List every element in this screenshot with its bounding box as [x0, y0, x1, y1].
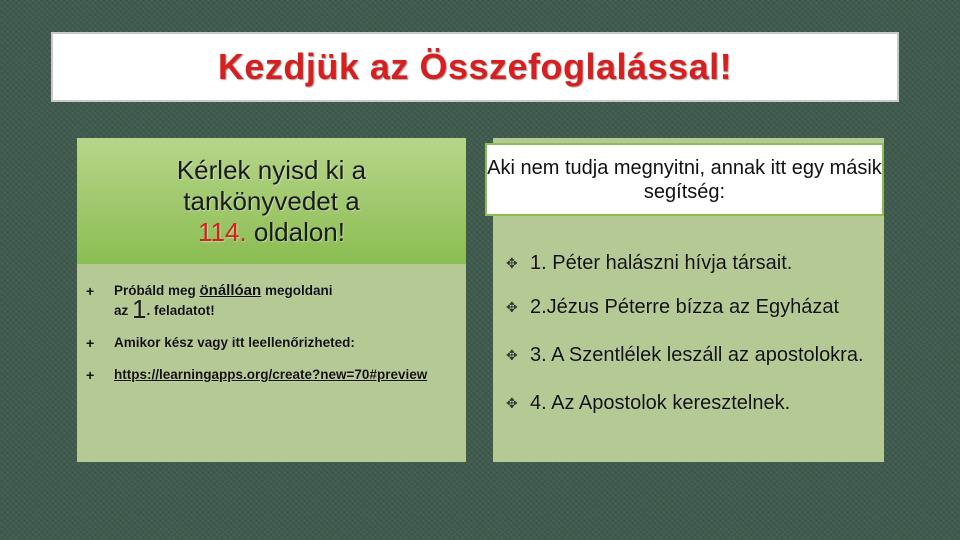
bullet1-prefix: Próbáld meg	[114, 283, 200, 298]
title-box	[51, 32, 899, 102]
list-item	[506, 342, 876, 368]
plus-bullet-icon: +	[86, 367, 95, 383]
bullet1-az: az	[114, 303, 133, 318]
cross-bullet-icon: ✥	[506, 255, 518, 271]
list-item	[506, 390, 876, 416]
left-header-line3-rest: oldalon!	[246, 216, 345, 247]
plus-bullet-icon: +	[86, 283, 95, 299]
left-header-line2: tankönyvedet a	[183, 185, 360, 216]
right-header	[485, 143, 884, 216]
right-header-text: Aki nem tudja megnyitni, annak itt egy másik segítség:	[487, 156, 882, 203]
bullet2-text: Amikor kész vagy itt leellenőrizheted:	[114, 335, 355, 350]
cross-bullet-icon: ✥	[506, 395, 518, 411]
right-item-2: 2.Jézus Péterre bízza az Egyházat	[530, 296, 840, 318]
left-header-line1: Kérlek nyisd ki a	[176, 154, 367, 185]
task-number: 1	[132, 294, 147, 324]
list-item	[86, 282, 458, 324]
list-item	[86, 334, 458, 352]
right-item-1: 1. Péter halászni hívja társait.	[530, 252, 793, 274]
plus-bullet-icon: +	[86, 335, 95, 351]
bullet1-underlined: önállóan	[199, 282, 262, 299]
left-header-text	[177, 155, 366, 248]
left-header	[77, 138, 466, 264]
list-item	[86, 366, 458, 384]
bullet1-suffix: megoldani	[261, 283, 333, 298]
right-item-3: 3. A Szentlélek leszáll az apostolokra.	[530, 344, 864, 366]
slide-title: Kezdjük az Összefoglalással!	[217, 46, 733, 87]
learningapps-link[interactable]: https://learningapps.org/create?new=70#preview	[114, 367, 428, 382]
right-item-4: 4. Az Apostolok keresztelnek.	[530, 392, 791, 414]
page-number: 114.	[198, 216, 247, 247]
cross-bullet-icon: ✥	[506, 299, 518, 315]
left-header-line3	[177, 217, 366, 248]
left-bullet-list	[86, 282, 458, 398]
cross-bullet-icon: ✥	[506, 347, 518, 363]
bullet1-end: . feladatot!	[146, 303, 215, 318]
right-bullet-list	[506, 250, 876, 416]
list-item	[506, 294, 876, 320]
list-item	[506, 250, 876, 276]
